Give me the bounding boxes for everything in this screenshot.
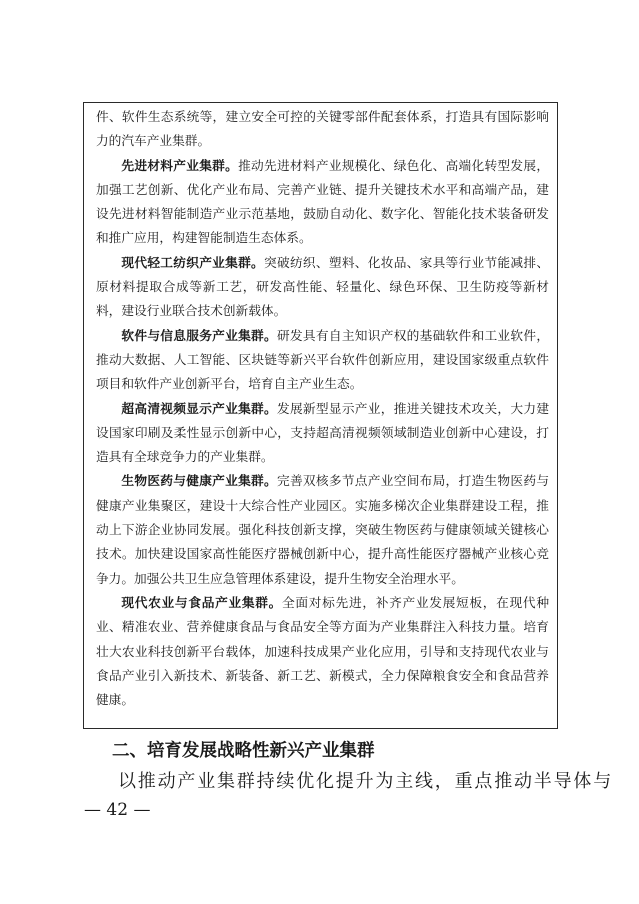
- paragraph-ultra-hd-video: [96, 397, 549, 470]
- section-heading: 二、培育发展战略性新兴产业集群: [112, 741, 375, 761]
- paragraph-title: 先进材料产业集群。: [121, 157, 239, 173]
- boxed-text-frame: [83, 102, 558, 729]
- paragraph-software-information: [96, 324, 549, 397]
- paragraph-automotive-continued: 件、软件生态系统等，建立安全可控的关键零部件配套体系，打造具有国际影响力的汽车产业集群。: [96, 109, 549, 149]
- paragraph-title: 现代农业与食品产业集群。: [121, 594, 283, 610]
- paragraph-body: 全面对标先进，补齐产业发展短板，在现代种业、精准农业、营养健康食品与食品安全等方面为产业集群注入科技力量。培育壮大农业科技创新平台载体，加速科技成果产业化应用，引导和支持现代农业与食品产业引入新技术、新装备、新工艺、新模式，全力保障粮食安全和食品营养健康。: [96, 594, 550, 708]
- paragraph-title: 生物医药与健康产业集群。: [121, 473, 277, 489]
- page-number: — 42 —: [84, 800, 151, 820]
- paragraph-body: 推动先进材料产业规模化、绿色化、高端化转型发展，加强工艺创新、优化产业布局、完善产业链、提升关键技术水平和高端产品，建设先进材料智能制造产业示范基地，鼓励自动化、数字化、智能化技术装备研发和推广应用，构建智能制造生态体系。: [96, 157, 550, 246]
- paragraph-body: 突破纺织、塑料、化妆品、家具等行业节能减排、原材料提取合成等新工艺，研发高性能、轻量化、绿色环保、卫生防疫等新材料，建设行业联合技术创新载体。: [96, 254, 550, 319]
- paragraph-body: 完善双核多节点产业空间布局，打造生物医药与健康产业集聚区，建设十大综合性产业园区。实施多梯次企业集群建设工程，推动上下游企业协同发展。强化科技创新支撑，突破生物医药与健康领域关键核心技术。加快建设国家高性能医疗器械创新中心，提升高性能医疗器械产业核心竞争力。加强公共卫生应急管理体系建设，提升生物安全治理水平。: [96, 473, 550, 586]
- paragraph-title: 现代轻工纺织产业集群。: [121, 254, 265, 270]
- paragraph-advanced-materials: [96, 154, 549, 251]
- paragraph-biomedicine-health: [96, 469, 549, 590]
- paragraph-agriculture-food: [96, 591, 549, 712]
- paragraph-body: 发展新型显示产业，推进关键技术攻关，大力建设国家印刷及柔性显示创新中心，支持超高清视频领域制造业创新中心建设，打造具有全球竞争力的产业集群。: [96, 400, 550, 465]
- paragraph-light-industry-textiles: [96, 251, 549, 324]
- paragraph-title: 超高清视频显示产业集群。: [121, 400, 277, 416]
- body-text-line: 以推动产业集群持续优化提升为主线，重点推动半导体与: [118, 771, 613, 792]
- paragraph-title: 软件与信息服务产业集群。: [121, 327, 277, 343]
- paragraph-body: 研发具有自主知识产权的基础软件和工业软件，推动大数据、人工智能、区块链等新兴平台软件创新应用，建设国家级重点软件项目和软件产业创新平台，培育自主产业生态。: [96, 327, 550, 392]
